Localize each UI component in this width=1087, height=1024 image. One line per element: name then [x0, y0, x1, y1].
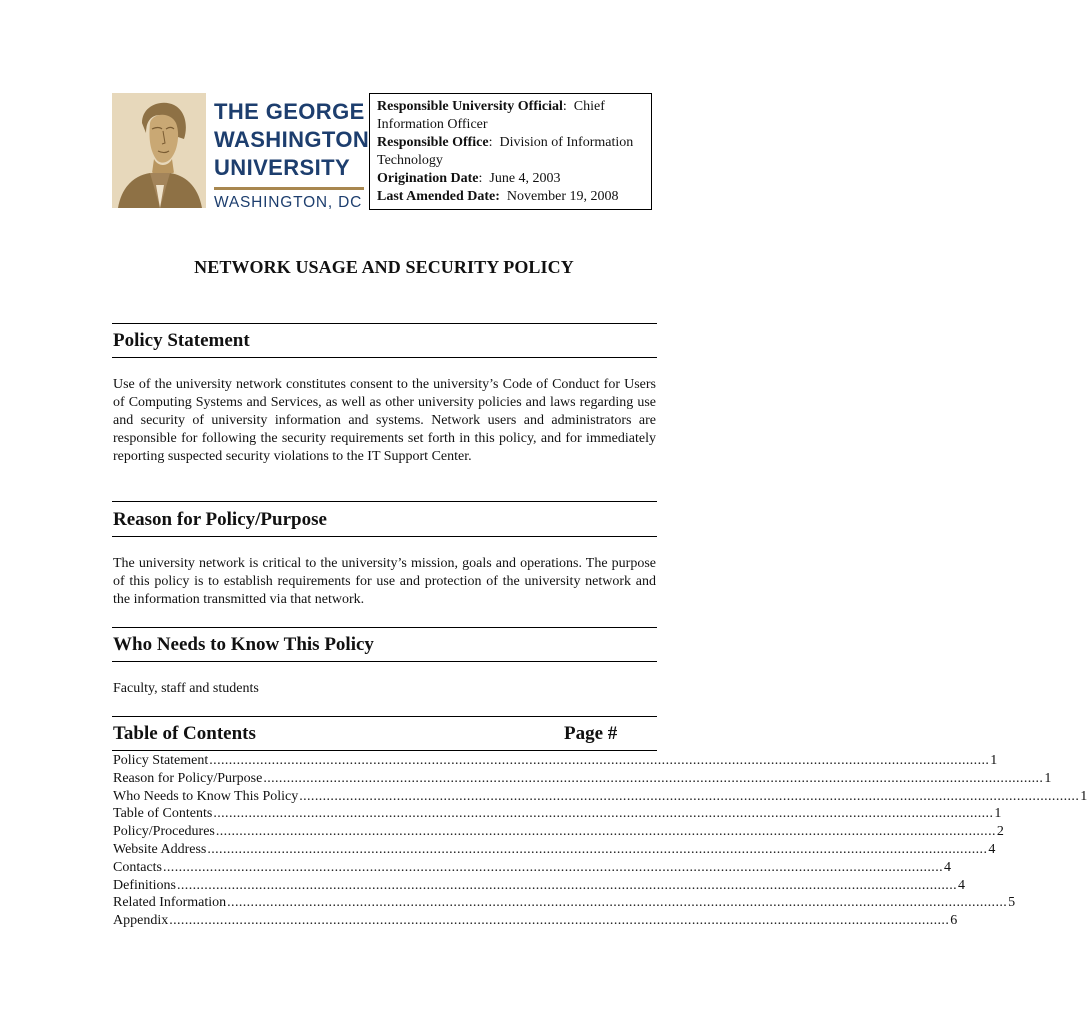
policy-statement-body: Use of the university network constitutes consent to the university’s Code of Conduct for Users of Computing Systems and Services, as well as other university policies and laws regarding use and security of university information and systems. Network users and administrators are responsible for following the security requirements set forth in this policy, and for immediately reporting suspected security violations to the IT Support Center. [113, 377, 656, 464]
responsible-office-value: Division of Information Technology [377, 135, 634, 168]
section-rule-top [112, 323, 657, 324]
section-rule-top [112, 501, 657, 502]
origination-date-label: Origination Date [377, 171, 479, 186]
toc-item-label: Related Information [113, 895, 227, 911]
origination-date-value: June 4, 2003 [489, 171, 561, 186]
gwu-portrait-logo-icon [112, 93, 206, 208]
section-rule-top [112, 627, 657, 628]
section-rule-top [112, 716, 657, 717]
toc-item-page: 4 [988, 841, 996, 857]
toc-leader-dots: ........................................................................................................................................................................................................ [209, 753, 990, 768]
section-rule-bottom [112, 357, 657, 358]
toc-item-page: 4 [944, 859, 951, 875]
toc-item-page: 5 [1008, 895, 1016, 911]
responsible-official-value: Chief Information Officer [377, 99, 605, 132]
toc-item-page: 1 [1080, 788, 1087, 804]
toc-page-heading: Page # [564, 723, 618, 744]
document-title: NETWORK USAGE AND SECURITY POLICY [194, 257, 574, 277]
toc-item[interactable] [113, 841, 996, 859]
who-body: Faculty, staff and students [113, 681, 259, 696]
toc-leader-dots: ........................................................................................................................................................................................................ [215, 824, 996, 840]
logo-city: WASHINGTON, DC [214, 194, 363, 211]
responsible-office-label: Responsible Office [377, 135, 489, 150]
toc-item-label: Appendix [113, 913, 169, 929]
responsible-office-row: Responsible Office: Division of Information Technology [377, 135, 634, 168]
last-amended-label: Last Amended Date: [377, 189, 500, 204]
last-amended-row [377, 188, 645, 206]
table-of-contents [113, 752, 1087, 930]
toc-leader-dots: ........................................................................................................................................................................................................ [213, 806, 994, 822]
who-heading: Who Needs to Know This Policy [113, 634, 374, 655]
logo-line-3: UNIVERSITY [214, 155, 351, 180]
toc-item[interactable] [113, 805, 1002, 823]
toc-leader-dots: ........................................................................................................................................................................................................ [169, 913, 950, 929]
reason-heading: Reason for Policy/Purpose [113, 509, 327, 530]
gwu-wordmark [214, 98, 370, 212]
toc-item-page: 2 [996, 824, 1004, 840]
toc-item-page: 1 [994, 806, 1002, 822]
section-rule-bottom [112, 661, 657, 662]
origination-date-row: Origination Date: June 4, 2003 [377, 171, 561, 186]
toc-item-label: Website Address [113, 841, 207, 857]
responsible-official-row: Responsible University Official: Chief Information Officer [377, 99, 605, 132]
toc-leader-dots: ........................................................................................................................................................................................................ [163, 859, 943, 875]
toc-item-label: Policy/Procedures [113, 824, 215, 840]
toc-leader-dots: ........................................................................................................................................................................................................ [177, 877, 957, 893]
toc-item[interactable] [113, 912, 958, 930]
toc-item-label: Contacts [113, 859, 162, 875]
toc-heading: Table of Contents [113, 723, 256, 744]
toc-item[interactable] [113, 859, 951, 877]
toc-leader-dots: ........................................................................................................................................................................................................ [227, 895, 1008, 911]
toc-item-page: 4 [958, 877, 965, 893]
section-rule-bottom [112, 536, 657, 537]
toc-item[interactable] [113, 877, 965, 895]
toc-item[interactable] [113, 752, 998, 770]
logo-line-1: THE GEORGE [214, 99, 365, 124]
toc-item-page: 1 [990, 753, 998, 768]
toc-item-label: Who Needs to Know This Policy [113, 788, 299, 804]
toc-item[interactable] [113, 894, 1016, 912]
logo-line-2: WASHINGTON [214, 127, 370, 152]
toc-item-label: Definitions [113, 877, 176, 893]
toc-item-label: Policy Statement [113, 753, 209, 768]
reason-body: The university network is critical to the university’s mission, goals and operations. The purpose of this policy is to establish requirements for use and protection of the university network and the information transmitted via that network. [113, 556, 656, 607]
last-amended-value: November 19, 2008 [506, 189, 619, 204]
policy-statement-heading: Policy Statement [113, 330, 250, 351]
toc-item-label: Table of Contents [113, 806, 213, 822]
toc-leader-dots: ........................................................................................................................................................................................................ [207, 841, 988, 857]
section-rule-bottom [112, 750, 657, 751]
toc-leader-dots: ........................................................................................................................................................................................................ [263, 770, 1044, 786]
toc-item[interactable] [113, 770, 1052, 788]
toc-item-page: 1 [1044, 770, 1052, 786]
policy-info-box [369, 93, 652, 210]
responsible-official-label: Responsible University Official [377, 99, 563, 114]
toc-item-label: Reason for Policy/Purpose [113, 770, 263, 786]
toc-leader-dots: ........................................................................................................................................................................................................ [299, 788, 1080, 804]
toc-item[interactable] [113, 823, 1004, 841]
logo-divider [214, 187, 364, 190]
toc-item-page: 6 [950, 913, 958, 929]
toc-item[interactable] [113, 788, 1087, 806]
